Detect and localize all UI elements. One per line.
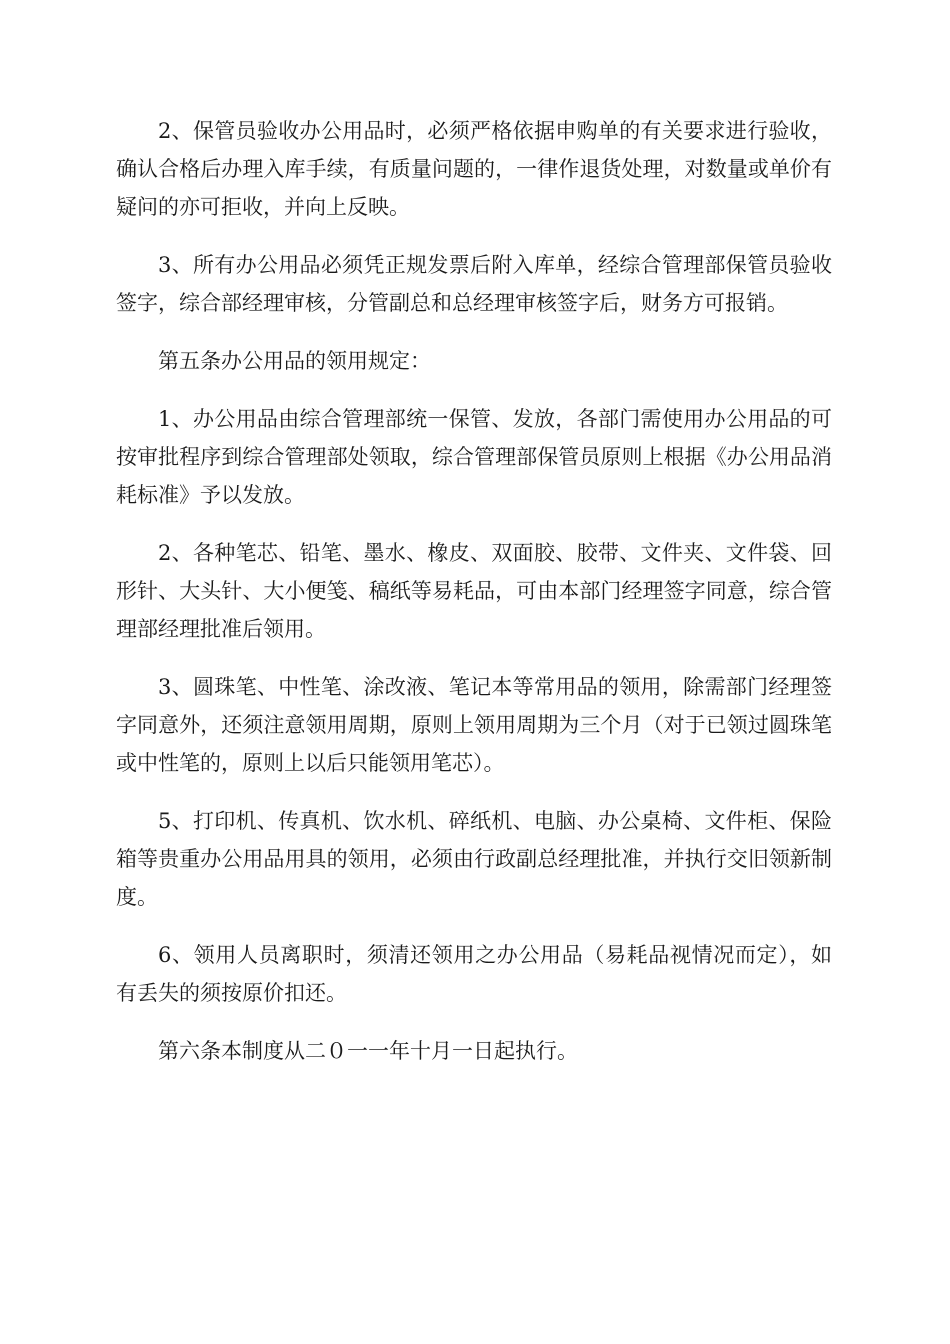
section-heading-article-5: 第五条办公用品的领用规定： <box>158 349 431 373</box>
paragraph-receiving-inspection: 2、保管员验收办公用品时，必须严格依据申购单的有关要求进行验收，确认合格后办理入库手续，有质量问题的，一律作退货处理，对数量或单价有疑问的亦可拒收，并向上反映。 <box>116 119 832 219</box>
section-heading-article-6: 第六条本制度从二０一一年十月一日起执行。 <box>158 1039 578 1063</box>
paragraph-invoice-reimbursement: 3、所有办公用品必须凭正规发票后附入库单，经综合管理部保管员验收签字，综合部经理审核，分管副总和总经理审核签字后，财务方可报销。 <box>116 253 832 315</box>
paragraph-departure-return: 6、领用人员离职时，须清还领用之办公用品（易耗品视情况而定），如有丢失的须按原价扣还。 <box>116 943 832 1005</box>
paragraph-distribution: 1、办公用品由综合管理部统一保管、发放，各部门需使用办公用品的可按审批程序到综合管理部处领取，综合管理部保管员原则上根据《办公用品消耗标准》予以发放。 <box>116 407 832 507</box>
paragraph-consumables: 2、各种笔芯、铅笔、墨水、橡皮、双面胶、胶带、文件夹、文件袋、回形针、大头针、大小便笺、稿纸等易耗品，可由本部门经理签字同意，综合管理部经理批准后领用。 <box>116 541 832 641</box>
document-body <box>116 112 832 1090</box>
paragraph-valuable-equipment: 5、打印机、传真机、饮水机、碎纸机、电脑、办公桌椅、文件柜、保险箱等贵重办公用品用具的领用，必须由行政副总经理批准，并执行交旧领新制度。 <box>116 809 832 909</box>
paragraph-common-supplies: 3、圆珠笔、中性笔、涂改液、笔记本等常用品的领用，除需部门经理签字同意外，还须注意领用周期，原则上领用周期为三个月（对于已领过圆珠笔或中性笔的，原则上以后只能领用笔芯）。 <box>116 675 832 775</box>
